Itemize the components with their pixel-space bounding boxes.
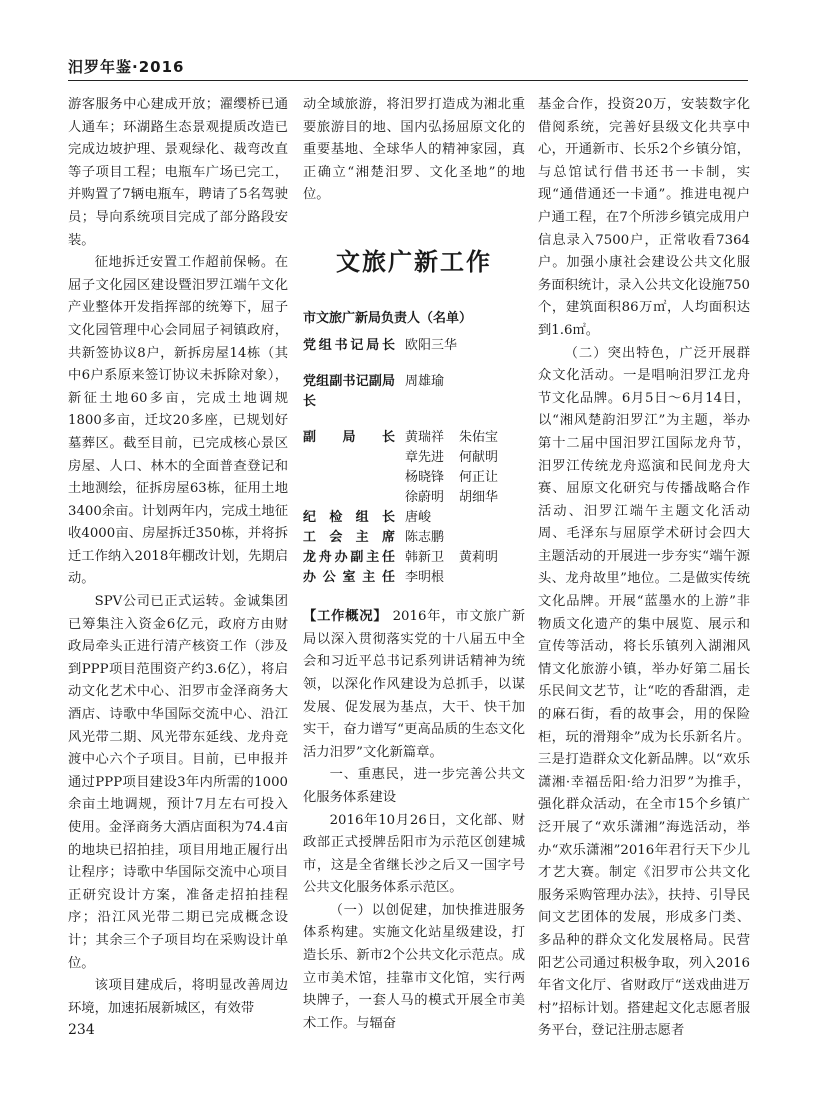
column-right <box>538 94 750 1043</box>
leaders-table <box>303 336 513 588</box>
overview-text: 2016年，市文旅广新局以深入贯彻落实党的十八届五中全会和习近平总书记系列讲话精神为统领，以深化作风建设为总抓手，以谋发展、促发展为基点，大干、快干加实干，奋力谱写“更高品质的生态文化活力汨罗”文化新篇章。 <box>303 609 526 760</box>
leader-row <box>303 372 513 412</box>
leader-row <box>303 528 513 548</box>
section-title: 文旅广新工作 <box>336 247 492 276</box>
column-left <box>68 94 288 1020</box>
leader-name: 黄瑞祥 <box>405 430 445 446</box>
leader-name: 周雄瑜 <box>405 374 445 390</box>
page-number: 234 <box>68 1022 95 1038</box>
leader-row <box>303 336 513 356</box>
paragraph: 征地拆迁安置工作超前保畅。在屈子文化园区建设暨汨罗江端午文化产业整体开发指挥部的统筹下，屈子文化园管理中心会同屈子祠镇政府，共新签协议8户，新拆房屋14栋（其中6户系原来签订协议未拆除对象），新征土地60多亩，完成土地调规1800多亩，迁坟20多座，已规划好墓葬区。截至目前，已完成核心景区房屋、人口、林木的全面普查登记和土地测绘，征拆房屋63栋，征用土地3400余亩。计划两年内，完成土地征收4000亩、房屋拆迁350栋，并将拆迁工作纳入2018年棚改计划，先期启动。 <box>68 255 288 587</box>
paragraph: （二）突出特色，广泛开展群众文化活动。一是唱响汨罗江龙舟节文化品牌。6月5日～6月14日，以“湘风楚韵汨罗江”为主题，举办第十二届中国汨罗江国际龙舟节，汨罗江传统龙舟巡演和民间龙舟大赛、屈原文化研究与传播战略合作活动、汨罗江端午主题文化活动周、毛泽东与屈原学术研讨会四大主题活动的开展进一步夯实“端午源头、龙舟故里”地位。二是做实传统文化品牌。开展“蓝墨水的上游”非物质文化遗产的集中展览、展示和宣传等活动，将长乐镇列入湖湘风情文化旅游小镇，举办好第二届长乐民间文艺节，让“吃的香甜酒，走的麻石街，看的故事会，用的保险柜，玩的滑翔伞”成为长乐新名片。三是打造群众文化新品牌。以“欢乐潇湘·幸福岳阳·给力汨罗”为推手，强化群众活动，在全市15个乡镇广泛开展了“欢乐潇湘”海选活动，举办“欢乐潇湘”2016年君行天下少儿才艺大赛。制定《汨罗市公共文化服务采购管理办法》，扶持、引导民间文艺团体的发展，形成多门类、多品种的群众文化发展格局。民营阳艺公司通过积极争取，列入2016年省文化厅、省财政厅“送戏曲进万村”招标计划。搭建起文化志愿者服务平台，登记注册志愿者 <box>538 345 750 1039</box>
paragraph: 游客服务中心建成开放；濯缨桥已通人通车；环湖路生态景观提质改造已完成边坡护理、景观绿化、裁弯改直等子项目工程；电瓶车广场已完工，并购置了7辆电瓶车，聘请了5名驾驶员；导向系统项目完成了部分路段安装。 <box>68 97 288 248</box>
leader-name: 欧阳三华 <box>405 338 458 354</box>
overview-paragraph <box>303 606 525 764</box>
paragraph: 2016年10月26日，文化部、财政部正式授牌岳阳市为示范区创建城市，这是全省继长沙之后又一国字号公共文化服务体系示范区。 <box>303 812 525 896</box>
leader-name: 何正让 <box>459 470 499 486</box>
leader-name: 陈志鹏 <box>405 530 445 546</box>
leader-role: 副局长 <box>303 430 395 446</box>
leader-name: 章先进 <box>405 450 445 466</box>
paragraph: 该项目建成后，将明显改善周边环境，加速拓展新城区，有效带 <box>68 978 288 1016</box>
leader-name: 李明根 <box>405 570 445 586</box>
leader-row <box>303 548 513 568</box>
leader-name: 胡细华 <box>459 490 499 506</box>
leader-name: 韩新卫 <box>405 550 445 566</box>
leader-row <box>303 428 513 508</box>
leader-name: 何献明 <box>459 450 499 466</box>
paragraph: 一、重惠民，进一步完善公共文化服务体系建设 <box>303 767 525 805</box>
leader-role: 党组副书记副局长 <box>303 374 395 410</box>
leader-name: 杨晓锋 <box>405 470 445 486</box>
leader-role: 办公室主任 <box>303 570 395 586</box>
leader-name: 徐蔚明 <box>405 490 445 506</box>
header-rule <box>68 80 748 81</box>
leader-role: 纪检组长 <box>303 510 395 526</box>
paragraph: 动全域旅游，将汨罗打造成为湘北重要旅游目的地、国内弘扬屈原文化的重要基地、全球华人的精神家园，真正确立“湘楚汨罗、文化圣地”的地位。 <box>303 97 525 203</box>
leader-role: 龙舟办副主任 <box>303 550 395 566</box>
leader-name: 唐峻 <box>405 510 432 526</box>
column-middle <box>303 94 525 1035</box>
leader-name: 黄莉明 <box>459 550 499 566</box>
paragraph: 基金合作，投资20万，安装数字化借阅系统，完善好县级文化共享中心，开通新市、长乐2个乡镇分馆，与总馆试行借书还书一卡制，实现“通借通还一卡通”。推进电视户户通工程，在7个所涉乡镇完成用户信息录入7500户，正常收看7364户。加强小康社会建设公共文化服务面积统计，录入公共文化设施750个，建筑面积86万㎡，人均面积达到1.6㎡。 <box>538 97 750 338</box>
leader-row <box>303 508 513 528</box>
leader-role: 党组书记局长 <box>303 338 395 354</box>
paragraph: SPV公司已正式运转。金诚集团已筹集注入资金6亿元，政府方由财政局牵头正进行清产核资工作（涉及到PPP项目范围资产约3.6亿），将启动文化艺术中心、汨罗市金泽商务大酒店、诗歌中华国际交流中心、沿江风光带二期、风光带东延线、龙舟竞渡中心六个子项目。目前，已申报并通过PPP项目建设3年内所需的1000余亩土地调规，预计7月左右可投入使用。金泽商务大酒店面积为74.4亩的地块已招拍挂，项目用地正履行出让程序；诗歌中华国际交流中心项目正研究设计方案，准备走招拍挂程序；沿江风光带二期已完成概念设计；其余三个子项目均在采购设计单位。 <box>68 594 288 971</box>
paragraph: （一）以创促建，加快推进服务体系构建。实施文化站星级建设，打造长乐、新市2个公共文化示范点。成立市美术馆，挂靠市文化馆，实行两块牌子，一套人马的模式开展全市美术工作。与辐奋 <box>303 902 525 1031</box>
running-header: 汨罗年鉴·2016 <box>68 58 185 76</box>
leaders-title: 市文旅广新局负责人（名单） <box>303 310 473 326</box>
leader-name: 朱佑宝 <box>459 430 499 446</box>
leader-row <box>303 568 513 588</box>
overview-label: 【工作概况】 <box>303 609 388 625</box>
leader-role: 工会主席 <box>303 530 395 546</box>
